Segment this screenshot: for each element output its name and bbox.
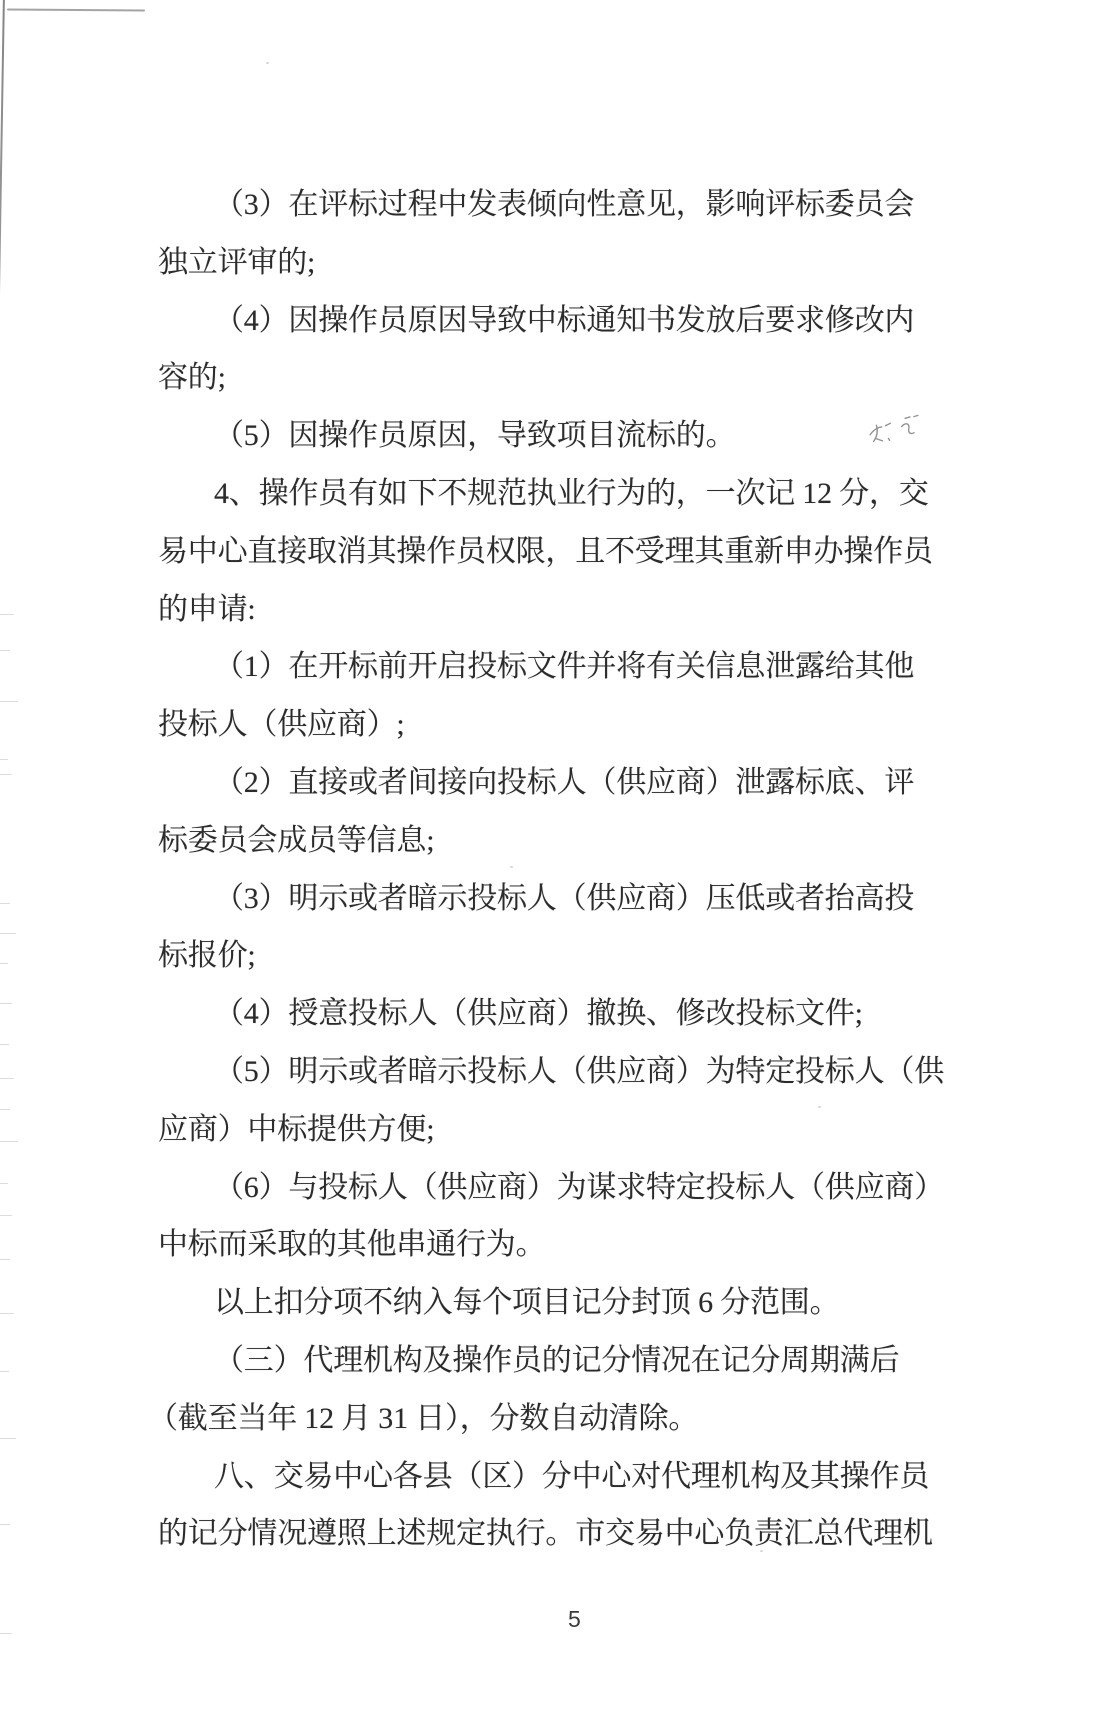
text-line: 投标人（供应商）; (158, 708, 405, 742)
scan-artifact-tick (0, 1141, 18, 1142)
text-line: 标报价; (158, 939, 256, 973)
scan-artifact-tick (0, 1003, 12, 1004)
scan-artifact-tick (0, 701, 18, 702)
text-line: 易中心直接取消其操作员权限，且不受理其重新申办操作员 (158, 534, 933, 568)
scan-artifact-tick (0, 1183, 8, 1184)
scan-artifact-tick (0, 1215, 12, 1216)
text-line: 的申请: (158, 592, 256, 626)
scan-edge-line (0, 0, 5, 1735)
text-line: （三）代理机构及操作员的记分情况在记分周期满后 (214, 1343, 900, 1377)
scan-artifact-tick (0, 1371, 9, 1372)
text-line: （4）授意投标人（供应商）撤换、修改投标文件; (214, 997, 863, 1031)
text-line: 以上扣分项不纳入每个项目记分封顶 6 分范围。 (214, 1286, 840, 1320)
scan-artifact-tick (0, 1633, 12, 1634)
scan-artifact-tick (0, 1313, 14, 1314)
text-line: （1）在开标前开启投标文件并将有关信息泄露给其他 (214, 650, 915, 684)
scan-artifact-tick (0, 650, 10, 651)
text-line: （3）在评标过程中发表倾向性意见，影响评标委员会 (214, 188, 915, 221)
scan-artifact-tick (0, 1044, 9, 1045)
scan-artifact-tick (0, 963, 8, 964)
text-line: （2）直接或者间接向投标人（供应商）泄露标底、评 (214, 765, 915, 799)
text-line: 的记分情况遵照上述规定执行。市交易中心负责汇总代理机 (158, 1517, 933, 1551)
text-line: （5）因操作员原因，导致项目流标的。 (214, 419, 736, 453)
page-number: 5 (568, 1606, 581, 1632)
scan-artifact-tick (0, 774, 12, 775)
scan-speck (266, 62, 269, 64)
text-line: 标委员会成员等信息; (158, 823, 435, 857)
scan-artifact-tick (0, 614, 14, 615)
scan-artifact-tick (0, 1438, 16, 1439)
scan-artifact-tick (0, 903, 10, 904)
scan-artifact-tick (0, 1109, 10, 1110)
text-line: （4）因操作员原因导致中标通知书发放后要求修改内 (214, 303, 915, 337)
scan-artifact-tick (0, 933, 16, 934)
document-body (148, 176, 978, 1563)
text-line: 应商）中标提供方便; (158, 1112, 435, 1146)
scan-artifact-tick (0, 1259, 10, 1260)
text-line: （6）与投标人（供应商）为谋求特定投标人（供应商） (214, 1170, 944, 1204)
text-line: （截至当年 12 月 31 日），分数自动清除。 (148, 1401, 699, 1435)
text-line: 独立评审的; (158, 245, 316, 279)
scan-top-edge-line (7, 9, 145, 12)
text-line: 八、交易中心各县（区）分中心对代理机构及其操作员 (214, 1459, 930, 1493)
text-line: （3）明示或者暗示投标人（供应商）压低或者抬高投 (214, 881, 915, 915)
scan-artifact-tick (0, 759, 8, 760)
text-line: 4、操作员有如下不规范执业行为的，一次记 12 分，交 (214, 476, 929, 510)
scan-artifact-tick (0, 1524, 10, 1525)
text-line: （5）明示或者暗示投标人（供应商）为特定投标人（供 (214, 1054, 944, 1088)
scan-artifact-tick (0, 1078, 14, 1079)
text-line: 容的; (158, 361, 226, 395)
text-line: 中标而采取的其他串通行为。 (158, 1228, 546, 1262)
